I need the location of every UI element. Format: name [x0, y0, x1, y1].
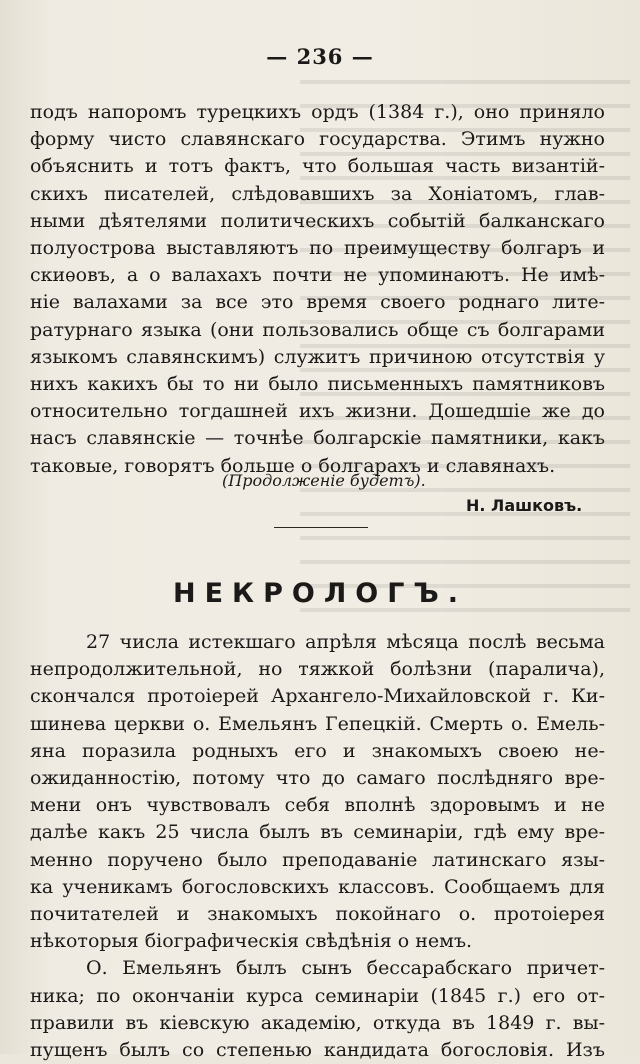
obituary-heading: НЕКРОЛОГЪ.	[172, 578, 468, 609]
text-line: языкомъ славянскимъ) служитъ причиною отсутствія у	[30, 345, 605, 368]
page-number: — 236 —	[266, 44, 374, 69]
section-divider	[274, 527, 368, 528]
text-line: нихъ какихъ бы то ни было письменныхъ памятниковъ	[30, 373, 605, 396]
text-line: насъ славянскіе — точнѣе болгарскіе памятники, какъ	[30, 427, 605, 450]
text-line: скончался протоіерей Архангело-Михайловской г. Ки-	[30, 685, 605, 708]
text-line: объяснить и тотъ фактъ, что большая часть византій-	[30, 155, 605, 178]
text-line: пущенъ былъ со степенью кандидата богословія. Изъ	[30, 1039, 605, 1062]
text-line: яна поразила родныхъ его и знакомыхъ своею не-	[30, 739, 605, 762]
text-line: ніе валахами за все это время своего роднаго лите-	[30, 291, 605, 314]
text-line: нѣкоторыя біографическія свѣдѣнія о немъ.	[30, 930, 473, 953]
text-line: 27 числа истекшаго апрѣля мѣсяца послѣ весьма	[86, 631, 605, 653]
text-line: ожиданностію, потому что до самаго послѣдняго вре-	[30, 767, 605, 790]
text-line: подъ напоромъ турецкихъ ордъ (1384 г.), оно приняло	[30, 101, 605, 123]
text-line: О. Емельянъ былъ сынъ бессарабскаго причет-	[86, 957, 605, 980]
text-line: непродолжительной, но тяжкой болѣзни (паралича),	[30, 658, 605, 681]
text-line: полуострова выставляютъ по преимуществу болгаръ и	[30, 237, 605, 260]
text-line: правили въ кіевскую академію, откуда въ 1849 г. вы-	[30, 1011, 605, 1034]
text-line: далѣе какъ 25 числа былъ въ семинаріи, гдѣ ему вре-	[30, 821, 605, 844]
text-line: форму чисто славянскаго государства. Этимъ нужно	[30, 128, 605, 151]
text-line: скихъ писателей, слѣдовавшихъ за Хоніатомъ, глав-	[30, 182, 605, 205]
text-line: ка ученикамъ богословскихъ классовъ. Сообщаемъ для	[30, 875, 605, 898]
obituary-text	[30, 629, 605, 1064]
text-line: ными дѣятелями политическихъ событій балканскаго	[30, 209, 605, 232]
text-line: таковые, говорятъ больше о болгарахъ и славянахъ.	[30, 454, 556, 477]
continued-note: (Продолженіе будетъ).	[222, 471, 426, 490]
text-line: менно поручено было преподаваніе латинскаго язы-	[30, 848, 605, 871]
text-line: почитателей и знакомыхъ покойнаго о. протоіерея	[30, 903, 605, 926]
text-line: ратурнаго языка (они пользовались общe съ болгарами	[30, 318, 605, 341]
text-line: мени онъ чувствовалъ себя вполнѣ здоровымъ и не	[30, 794, 605, 817]
text-line: шинева церкви о. Емельянъ Гепецкій. Смерть о. Емель-	[30, 712, 605, 735]
text-line: относительно тогдашней ихъ жизни. Дошедшіе же до	[30, 400, 605, 423]
article-text	[30, 99, 605, 480]
text-line: ника; по окончаніи курса семинаріи (1845 г.) его от-	[30, 984, 605, 1007]
author-signature: Н. Лашковъ.	[466, 496, 583, 515]
text-line: скиѳовъ, а о валахахъ почти не упоминаютъ. Не имѣ-	[30, 264, 605, 287]
